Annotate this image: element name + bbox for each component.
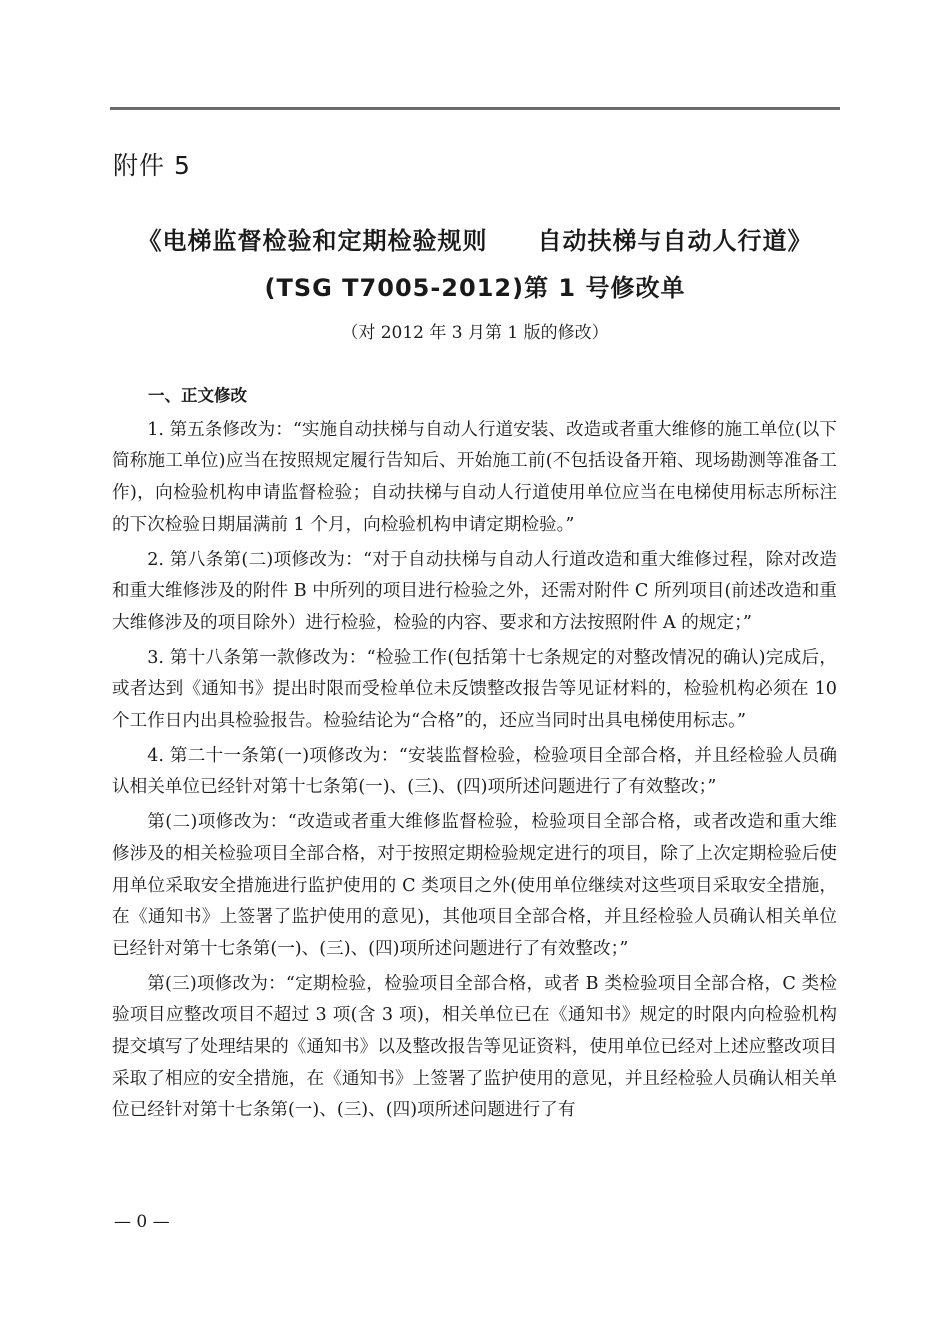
attachment-label: 附件 5 [113,151,191,180]
page-number: — 0 — [114,1212,170,1232]
header-rule [110,107,840,110]
paragraph-4: 4. 第二十一条第(一)项修改为：“安装监督检验，检验项目全部合格，并且经检验人员确认相关单位已经针对第十七条第(一)、(三)、(四)项所述问题进行了有效整改；” [112,745,837,798]
document-title-line1: 《电梯监督检验和定期检验规则 自动扶梯与自动人行道》 [137,227,813,255]
document-title-line2: (TSG T7005-2012)第 1 号修改单 [264,274,686,302]
paragraph-5: 第(二)项修改为：“改造或者重大维修监督检验，检验项目全部合格，或者改造和重大维修涉及的相关检验项目全部合格，对于按照定期检验规定进行的项目，除了上次定期检验后使用单位采取安全措施进行监护使用的 C 类项目之外(使用单位继续对这些项目采取安全措施，在《通知书》上签署了监护使用的意见)，其他项目全部合格，并且经检验人员确认相关单位已经针对第十七条第(一)、(三)、(四)项所述问题进行了有效整改；” [112,812,837,959]
paragraph-1: 1. 第五条修改为：“实施自动扶梯与自动人行道安装、改造或者重大维修的施工单位(以下简称施工单位)应当在按照规定履行告知后、开始施工前(不包括设备开箱、现场勘测等准备工作)，向检验机构申请监督检验；自动扶梯与自动人行道使用单位应当在电梯使用标志所标注的下次检验日期届满前 1 个月，向检验机构申请定期检验。” [112,419,837,535]
section-heading: 一、正文修改 [148,386,247,405]
paragraph-6: 第(三)项修改为：“定期检验，检验项目全部合格，或者 B 类检验项目全部合格，C 类检验项目应整改项目不超过 3 项(含 3 项)，相关单位已在《通知书》规定的时限内向检验机构提交填写了处理结果的《通知书》以及整改报告等见证资料，使用单位已经对上述应整改项目采取了相应的安全措施，在《通知书》上签署了监护使用的意见，并且经检验人员确认相关单位已经针对第十七条第(一)、(三)、(四)项所述问题进行了有 [112,973,837,1121]
paragraph-3: 3. 第十八条第一款修改为：“检验工作(包括第十七条规定的对整改情况的确认)完成后，或者达到《通知书》提出时限而受检单位未反馈整改报告等见证材料的，检验机构必须在 10 个工作日内出具检验报告。检验结论为“合格”的，还应当同时出具电梯使用标志。” [112,647,837,732]
document-subtitle: （对 2012 年 3 月第 1 版的修改） [341,323,609,343]
paragraph-2: 2. 第八条第(二)项修改为：“对于自动扶梯与自动人行道改造和重大维修过程，除对改造和重大维修涉及的附件 B 中所列的项目进行检验之外，还需对附件 C 所列项目(前述改造和重大维修涉及的项目除外）进行检验，检验的内容、要求和方法按照附件 A 的规定；” [112,549,837,633]
document-body [112,380,837,1130]
